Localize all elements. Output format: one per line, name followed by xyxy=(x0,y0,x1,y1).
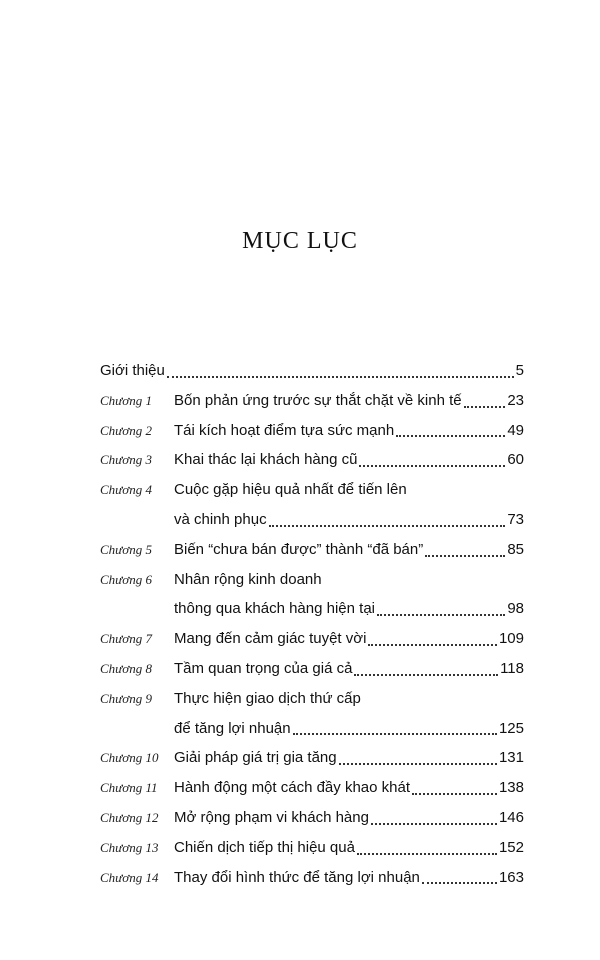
toc-page-number: 118 xyxy=(500,659,524,677)
toc-intro-label: Giới thiệu xyxy=(100,362,165,379)
toc-row-chapter[interactable] xyxy=(100,445,524,475)
dot-leader xyxy=(396,435,505,437)
dot-leader xyxy=(167,376,514,378)
dot-leader xyxy=(377,614,505,616)
toc-row-chapter[interactable] xyxy=(100,475,524,505)
chapter-label: Chương 5 xyxy=(100,541,152,557)
toc-page-number: 109 xyxy=(498,630,524,648)
chapter-label: Chương 9 xyxy=(100,690,152,706)
toc-page-number: 5 xyxy=(515,362,524,379)
toc-page-number: 98 xyxy=(507,600,524,618)
dot-leader xyxy=(357,853,497,855)
chapter-label: Chương 1 xyxy=(100,392,152,408)
toc-page-number: 138 xyxy=(498,779,524,797)
chapter-title: Nhân rộng kinh doanh xyxy=(174,570,322,588)
chapter-label: Chương 11 xyxy=(100,780,158,796)
chapter-title: để tăng lợi nhuận xyxy=(174,719,291,737)
dot-leader xyxy=(425,555,505,557)
chapter-title: Tái kích hoạt điểm tựa sức mạnh xyxy=(174,421,395,439)
dot-leader xyxy=(371,823,497,825)
toc-row-chapter[interactable] xyxy=(100,594,524,624)
toc-row-chapter[interactable] xyxy=(100,565,524,595)
chapter-title: Chiến dịch tiếp thị hiệu quả xyxy=(174,838,355,856)
toc-row-chapter[interactable] xyxy=(100,386,524,416)
chapter-label: Chương 8 xyxy=(100,660,152,676)
dot-leader xyxy=(412,793,497,795)
chapter-title: Mở rộng phạm vi khách hàng xyxy=(174,808,369,826)
chapter-label: Chương 10 xyxy=(100,750,159,766)
toc-row-chapter[interactable] xyxy=(100,416,524,446)
chapter-title: Tầm quan trọng của giá cả xyxy=(174,659,353,677)
toc-row-chapter[interactable] xyxy=(100,624,524,654)
chapter-title: Thực hiện giao dịch thứ cấp xyxy=(174,689,361,707)
dot-leader xyxy=(269,525,506,527)
dot-leader xyxy=(354,674,498,676)
dot-leader xyxy=(464,406,506,408)
chapter-label: Chương 6 xyxy=(100,571,152,587)
chapter-title: Bốn phản ứng trước sự thắt chặt về kinh tế xyxy=(174,391,462,409)
toc-page-number: 23 xyxy=(507,391,524,409)
toc-page-number: 49 xyxy=(507,421,524,439)
chapter-title: và chinh phục xyxy=(174,510,267,528)
toc-row-chapter[interactable] xyxy=(100,863,524,893)
page-title: MỤC LỤC xyxy=(242,228,358,254)
toc-row-chapter[interactable] xyxy=(100,833,524,863)
chapter-label: Chương 3 xyxy=(100,452,152,468)
chapter-title: thông qua khách hàng hiện tại xyxy=(174,600,375,618)
toc-row-chapter[interactable] xyxy=(100,654,524,684)
toc-page-number: 152 xyxy=(498,838,524,856)
toc-row-chapter[interactable] xyxy=(100,773,524,803)
chapter-title: Hành động một cách đầy khao khát xyxy=(174,779,410,797)
toc-row-chapter[interactable] xyxy=(100,803,524,833)
chapter-title: Thay đổi hình thức để tăng lợi nhuận xyxy=(174,868,420,886)
dot-leader xyxy=(293,733,497,735)
chapter-title: Biến “chưa bán được” thành “đã bán” xyxy=(174,540,424,558)
toc-page-number: 146 xyxy=(498,808,524,826)
dot-leader xyxy=(359,465,505,467)
dot-leader xyxy=(339,763,497,765)
toc-row-chapter[interactable] xyxy=(100,743,524,773)
table-of-contents xyxy=(100,356,524,892)
dot-leader xyxy=(422,882,497,884)
chapter-label: Chương 12 xyxy=(100,809,159,825)
chapter-title: Khai thác lại khách hàng cũ xyxy=(174,451,358,469)
toc-row-chapter[interactable] xyxy=(100,684,524,714)
chapter-label: Chương 13 xyxy=(100,839,159,855)
toc-page-number: 125 xyxy=(498,719,524,737)
toc-row-chapter[interactable] xyxy=(100,505,524,535)
chapter-title: Cuộc gặp hiệu quả nhất để tiến lên xyxy=(174,481,407,499)
chapter-label: Chương 2 xyxy=(100,422,152,438)
toc-page-number: 73 xyxy=(507,510,524,528)
toc-row-chapter[interactable] xyxy=(100,535,524,565)
chapter-title: Giải pháp giá trị gia tăng xyxy=(174,749,337,767)
toc-page-number: 163 xyxy=(498,868,524,886)
toc-row-chapter[interactable] xyxy=(100,714,524,744)
dot-leader xyxy=(368,644,497,646)
chapter-label: Chương 14 xyxy=(100,869,159,885)
toc-row-intro[interactable] xyxy=(100,356,524,386)
chapter-title: Mang đến cảm giác tuyệt vời xyxy=(174,630,367,648)
toc-page-number: 60 xyxy=(507,451,524,469)
chapter-label: Chương 7 xyxy=(100,631,152,647)
toc-page-number: 131 xyxy=(498,749,524,767)
toc-page-number: 85 xyxy=(507,540,524,558)
chapter-label: Chương 4 xyxy=(100,482,152,498)
chapter-list xyxy=(100,386,524,893)
